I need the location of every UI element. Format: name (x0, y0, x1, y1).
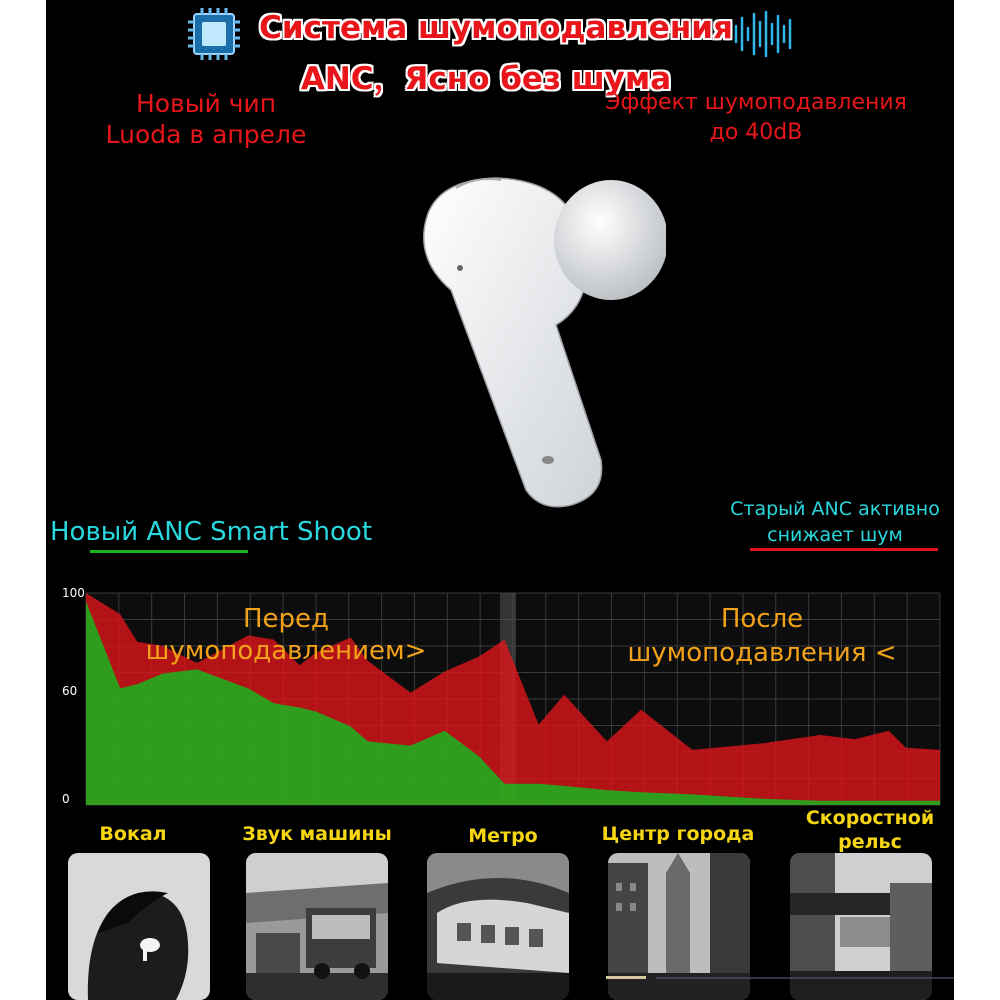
old-anc-legend-line-1: Старый ANC активно (730, 498, 940, 520)
metro-photo (427, 853, 569, 1000)
title-line-2: ANC，Ясно без шума (300, 61, 672, 97)
chip-annotation-line-2: Luoda в апреле (105, 120, 307, 149)
effect-annotation-line-1: Эффект шумоподавления (605, 90, 907, 115)
effect-annotation (586, 88, 926, 148)
sound-bars-icon (732, 8, 796, 60)
cpu-chip-icon (186, 6, 242, 62)
footer-watermark-strip (606, 974, 954, 982)
category-city: Центр города (601, 823, 755, 845)
product-banner (46, 0, 954, 1000)
chip-annotation (86, 88, 326, 150)
noise-reduction-chart (46, 575, 954, 815)
before-label-line-2: шумоподавлением> (145, 636, 427, 666)
old-anc-legend (716, 496, 954, 548)
old-anc-legend-line (750, 548, 938, 551)
old-anc-legend-line-2: снижает шум (767, 524, 903, 546)
earbud-image (366, 160, 666, 520)
category-rail: Скоростной рельс (805, 807, 935, 853)
chip-annotation-line-1: Новый чип (135, 89, 277, 118)
category-car: Звук машины (242, 823, 392, 845)
after-label-line-1: После (720, 604, 804, 634)
y-tick-label: 100 (62, 586, 85, 600)
y-tick-label: 60 (62, 683, 78, 698)
y-tick-label: 0 (62, 792, 70, 806)
before-label-line-1: Перед (242, 604, 330, 634)
effect-annotation-line-2: до 40dB (709, 120, 803, 145)
new-anc-legend: Новый ANC Smart Shoot (50, 517, 373, 547)
new-anc-legend-line (90, 550, 248, 553)
category-metro: Метро (468, 825, 538, 847)
title-line-1: Система шумоподавления (259, 10, 733, 46)
vocal-photo (68, 853, 210, 1000)
category-labels (46, 807, 954, 858)
car-photo (246, 853, 388, 1000)
after-label-line-2: шумоподавления < (627, 638, 897, 668)
category-vocal: Вокал (99, 823, 167, 845)
